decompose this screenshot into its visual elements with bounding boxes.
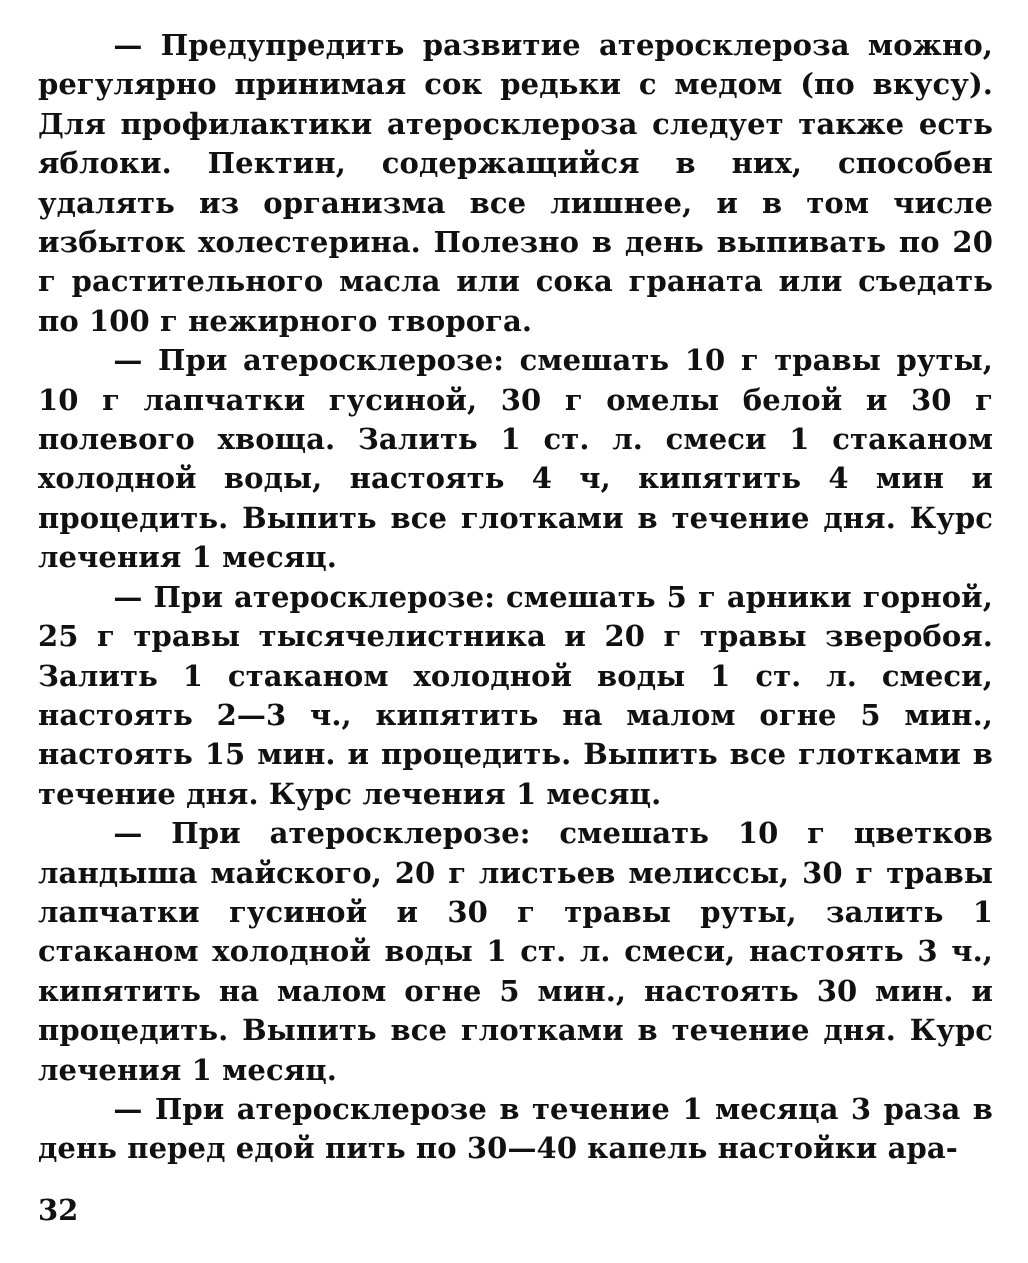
paragraph-rue-mixture: — При атеросклерозе: смешать 10 г травы руты, 10 г лапчатки гусиной, 30 г омелы белой и 30 г полевого хвоща. Залить 1 ст. л. смеси 1 стаканом холодной воды, настоять 4 ч, кипятить 4 мин и процедить. Выпить все глотками в течение дня. Курс лечения 1 месяц. bbox=[38, 343, 993, 575]
text-block bbox=[38, 26, 993, 1169]
paragraph-radish-honey: — Предупредить развитие атеросклероза можно, регулярно принимая сок редьки с медом (по вкусу). Для профилактики атеросклероза следует также есть яблоки. Пектин, содержащийся в них, способен удалять из организма все лишнее, и в том числе избыток холестерина. Полезно в день выпивать по 20 г растительного масла или сока граната или съедать по 100 г нежирного творога. bbox=[38, 28, 993, 338]
book-page bbox=[38, 26, 993, 1236]
paragraph-lily-of-the-valley-mixture: — При атеросклерозе: смешать 10 г цветков ландыша майского, 20 г листьев мелиссы, 30 г травы лапчатки гусиной и 30 г травы руты, залить 1 стаканом холодной воды 1 ст. л. смеси, настоять 3 ч., кипятить на малом огне 5 мин., настоять 30 мин. и процедить. Выпить все глотками в течение дня. Курс лечения 1 месяц. bbox=[38, 816, 993, 1087]
paragraph-arnica-mixture: — При атеросклерозе: смешать 5 г арники горной, 25 г травы тысячелистника и 20 г травы зверобоя. Залить 1 стаканом холодной воды 1 ст. л. смеси, настоять 2—3 ч., кипятить на малом огне 5 мин., настоять 15 мин. и процедить. Выпить все глотками в течение дня. Курс лечения 1 месяц. bbox=[38, 579, 993, 811]
page-number: 32 bbox=[38, 1193, 79, 1227]
paragraph-tincture-start: — При атеросклерозе в течение 1 месяца 3 раза в день перед едой пить по 30—40 капель настойки ара- bbox=[38, 1091, 993, 1166]
